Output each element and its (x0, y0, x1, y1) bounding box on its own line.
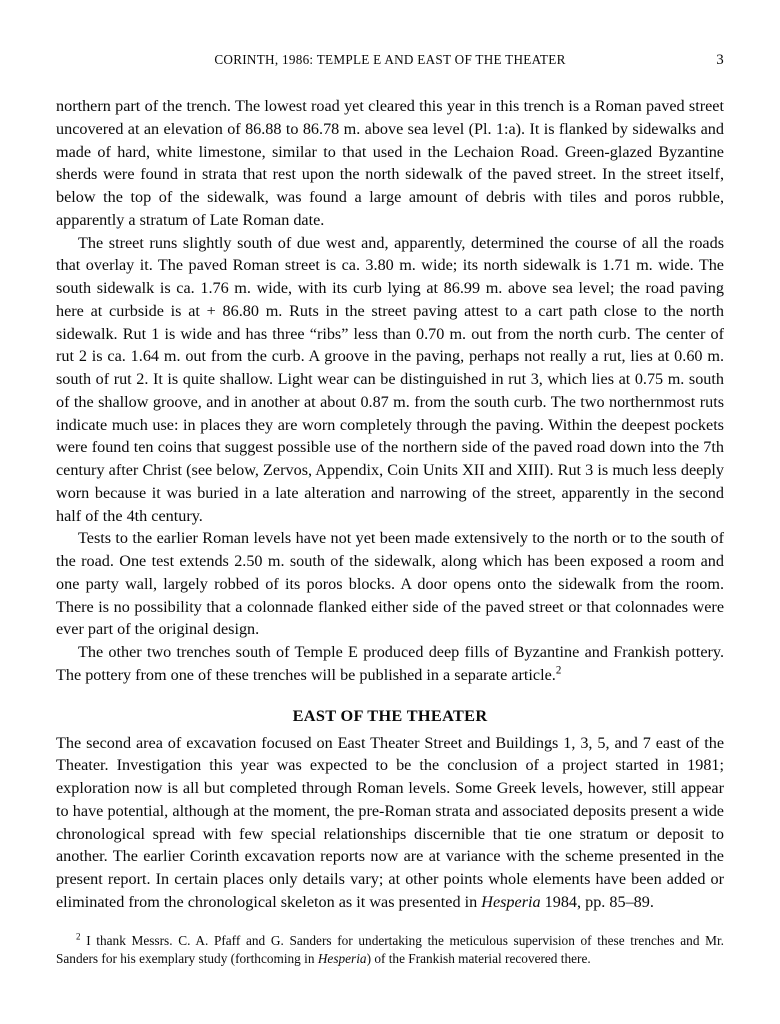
footnote-italic-title: Hesperia (317, 951, 367, 967)
running-head (56, 52, 724, 69)
paragraph-5 (56, 732, 724, 914)
footnote-marker: 2 (76, 931, 81, 942)
paragraph-3: Tests to the earlier Roman levels have not yet been made extensively to the north or to the south of the road. One test extends 2.50 m. south of the sidewalk, along which has been exposed a room and one party wall, largely robbed of its poros blocks. A door opens onto the sidewalk from the room. There is no possibility that a colonnade flanked either side of the paved street or that colonnades were ever part of the original design. (56, 529, 724, 639)
running-head-title: CORINTH, 1986: TEMPLE E AND EAST OF THE THEATER (214, 52, 566, 67)
footnote-text-after: ) of the Frankish material recovered there. (366, 951, 591, 967)
body-column (56, 95, 724, 914)
paragraph-2-text: The street runs slightly south of due west and, apparently, determined the course of all the roads that overlay it. The paved Roman street is ca. 3.80 m. wide; its north sidewalk is 1.71 m. wide. The south sidewalk is ca. 1.76 m. wide, with its curb lying at 86.99 m. above sea level; the road paving here at curbside is at + 86.80 m. Ruts in the street paving attest to a cart path close to the north sidewalk. Rut 1 is wide and has three “ribs” less than 0.70 m. out from the north curb. The center of rut 2 is ca. 1.64 m. out from the curb. A groove in the paving, perhaps not really a rut, lies at 0.60 m. south of rut 2. It is quite shallow. Light wear can be distinguished in rut 3, which lies at 0.75 m. south of the shallow groove, and in another at about 0.87 m. from the south curb. The two northernmost ruts indicate much use: in places they are worn completely through the paving. Within the deepest pockets were found ten coins that suggest possible use of the northern side of the paved road down into the 7th century after Christ (see below, Zervos, Appendix, Coin Units XII and XIII). Rut 3 is much less deeply worn because it was buried in a late alteration and narrowing of the street, apparently in the second half of the 4th century. (56, 233, 724, 525)
paragraph-5-lead: The second area of excavation focused on East Theater Street and Buildings 1, 3, 5, and 7 east of the Theater. Investigation this year was expected to be the conclusion of a project started in 1981; exploration now is all but completed through Roman levels. Some Greek levels, however, still appear to have potential, although at the moment, the pre-Roman strata and associated deposits present a wide chronological spread with few special relationships discernible that tie one stratum or deposit to another. The earlier Corinth excavation reports now are at variance with the scheme presented in the present report. In certain places only details vary; at other points whole elements have been added or eliminated from the chronological skeleton as it was presented in (56, 733, 724, 911)
page-number: 3 (716, 52, 724, 68)
paragraph-1: northern part of the trench. The lowest road yet cleared this year in this trench is a Roman paved street uncovered at an elevation of 86.88 to 86.78 m. above sea level (Pl. 1:a). It is flanked by sidewalks and made of hard, white limestone, similar to that used in the Lechaion Road. Green-glazed Byzantine sherds were found in strata that rest upon the north sidewalk of the paved street. In the street itself, below the top of the sidewalk, was found a large amount of debris with tiles and poros rubble, apparently a stratum of Late Roman date. (56, 97, 724, 229)
footnote-reference-2[interactable]: 2 (555, 664, 562, 677)
paragraph-5-italic-title: Hesperia (481, 892, 541, 911)
paragraph-5-tail: 1984, pp. 85–89. (540, 892, 654, 911)
footnote-body (56, 932, 724, 968)
paragraph-2 (56, 232, 724, 528)
footnote-2 (56, 932, 724, 968)
paragraph-4-text: The other two trenches south of Temple E produced deep fills of Byzantine and Frankish pottery. The pottery from one of these trenches will be published in a separate article. (56, 643, 724, 684)
footnote-text-before: I thank Messrs. C. A. Pfaff and G. Sanders for undertaking the meticulous supervision of these trenches and Mr. Sanders for his exemplary study (forthcoming in (56, 933, 724, 967)
paragraph-4 (56, 641, 724, 687)
section-heading-east-of-the-theater: EAST OF THE THEATER (292, 705, 488, 725)
footnote-area (56, 932, 724, 968)
